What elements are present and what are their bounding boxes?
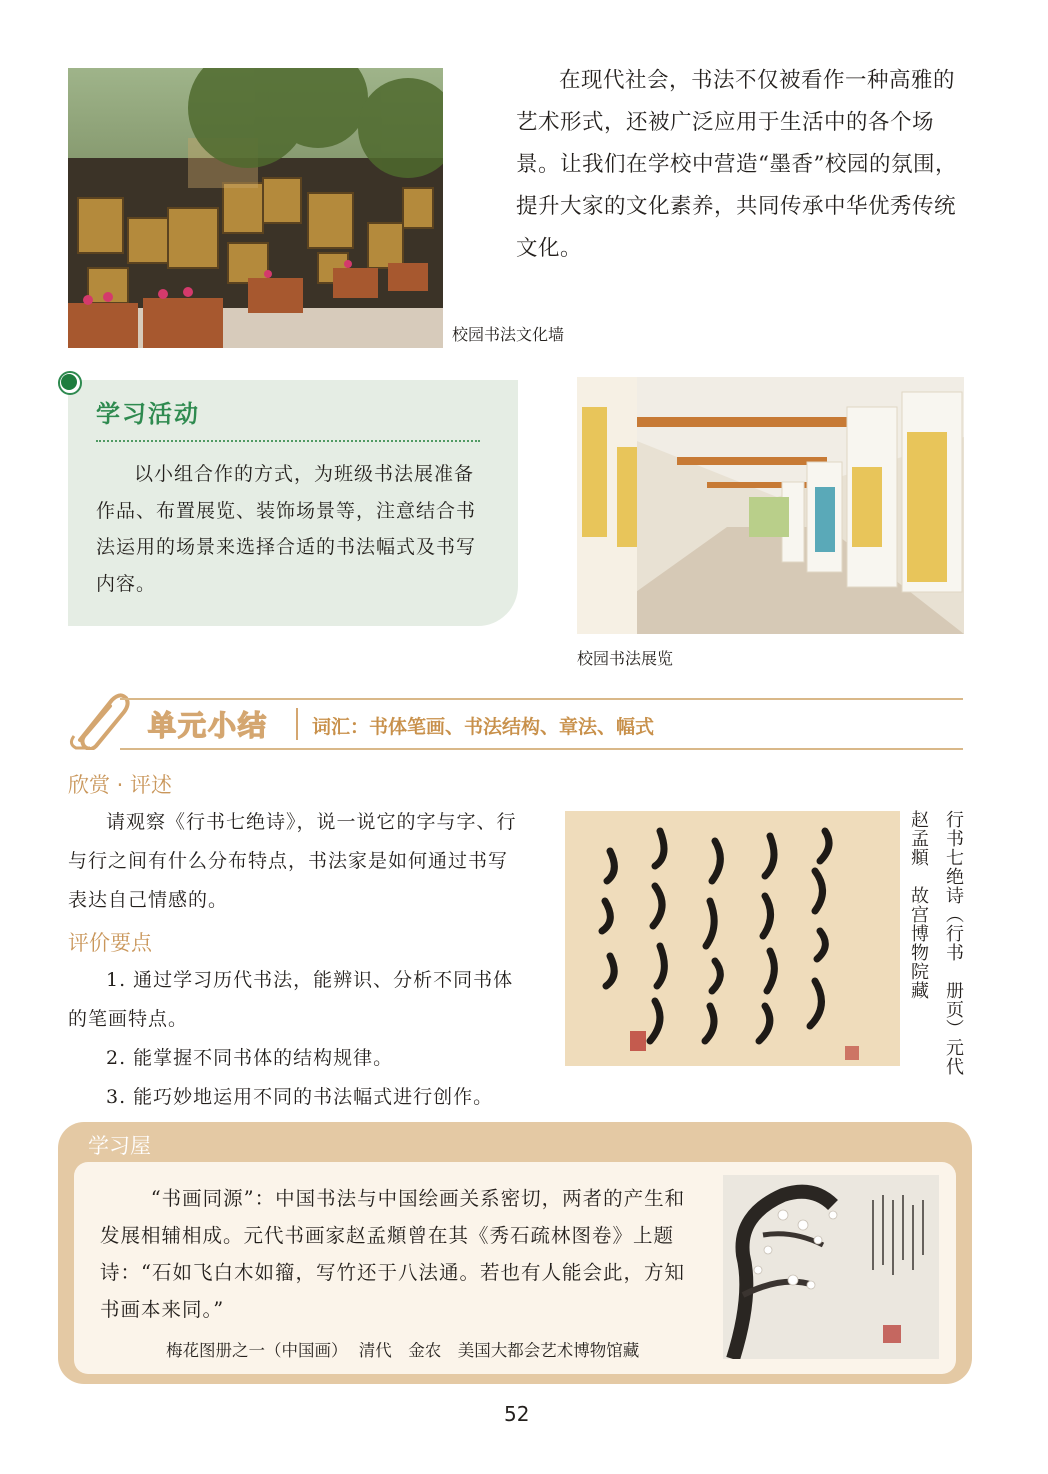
activity-title: 学习活动 xyxy=(96,400,200,428)
calligraphy-artwork-image xyxy=(565,811,900,1066)
evaluation-list xyxy=(68,961,526,1117)
evaluation-heading: 评价要点 xyxy=(68,931,152,955)
activity-body: 以小组合作的方式，为班级书法展准备作品、布置展览、装饰场景等，注意结合书法运用的场景来选择合适的书法幅式及书写内容。 xyxy=(96,463,477,595)
study-house-title: 学习屋 xyxy=(88,1134,151,1158)
hall-caption: 校园书法展览 xyxy=(577,649,674,668)
evaluation-item: 1. 通过学习历代书法，能辨识、分析不同书体的笔画特点。 xyxy=(68,969,514,1030)
appreciation-heading: 欣赏 · 评述 xyxy=(68,773,173,797)
summary-top-rule xyxy=(120,698,963,700)
plum-painting-caption: 梅花图册之一（中国画） 清代 金农 美国大都会艺术博物馆藏 xyxy=(166,1341,640,1360)
calligraphy-caption-title: 行书七绝诗（行书 册页）元代 xyxy=(943,810,964,1076)
calligraphy-wall-photo xyxy=(68,68,443,348)
unit-summary-vocab: 词汇：书体笔画、书法结构、章法、幅式 xyxy=(312,716,655,738)
plum-blossom-painting-image xyxy=(723,1175,939,1359)
page-number: 52 xyxy=(504,1402,530,1426)
summary-separator xyxy=(296,708,298,740)
intro-paragraph: 在现代社会，书法不仅被看作一种高雅的艺术形式，还被广泛应用于生活中的各个场景。让我们在学校中营造“墨香”校园的氛围，提升大家的文化素养，共同传承中华优秀传统文化。 xyxy=(516,68,957,261)
calligraphy-caption-credit: 赵孟頫 故宫博物院藏 xyxy=(908,810,929,1000)
appreciation-body: 请观察《行书七绝诗》，说一说它的字与字、行与行之间有什么分布特点，书法家是如何通过书写表达自己情感的。 xyxy=(68,811,517,911)
evaluation-item: 3. 能巧妙地运用不同的书法幅式进行创作。 xyxy=(106,1086,494,1108)
evaluation-item: 2. 能掌握不同书体的结构规律。 xyxy=(106,1047,394,1069)
calligraphy-exhibition-photo xyxy=(577,377,964,634)
activity-divider xyxy=(96,440,480,442)
study-house-text: “书画同源”：中国书法与中国绘画关系密切，两者的产生和发展相辅相成。元代书画家赵孟頫曾在其《秀石疏林图卷》上题诗：“石如飞白木如籀，写竹还于八法通。若也有人能会此，方知书画本来同。” xyxy=(100,1187,686,1321)
activity-bullet-icon xyxy=(58,371,82,395)
wall-caption: 校园书法文化墙 xyxy=(452,325,565,344)
summary-bottom-rule xyxy=(120,748,963,750)
unit-summary-title: 单元小结 xyxy=(148,709,269,742)
